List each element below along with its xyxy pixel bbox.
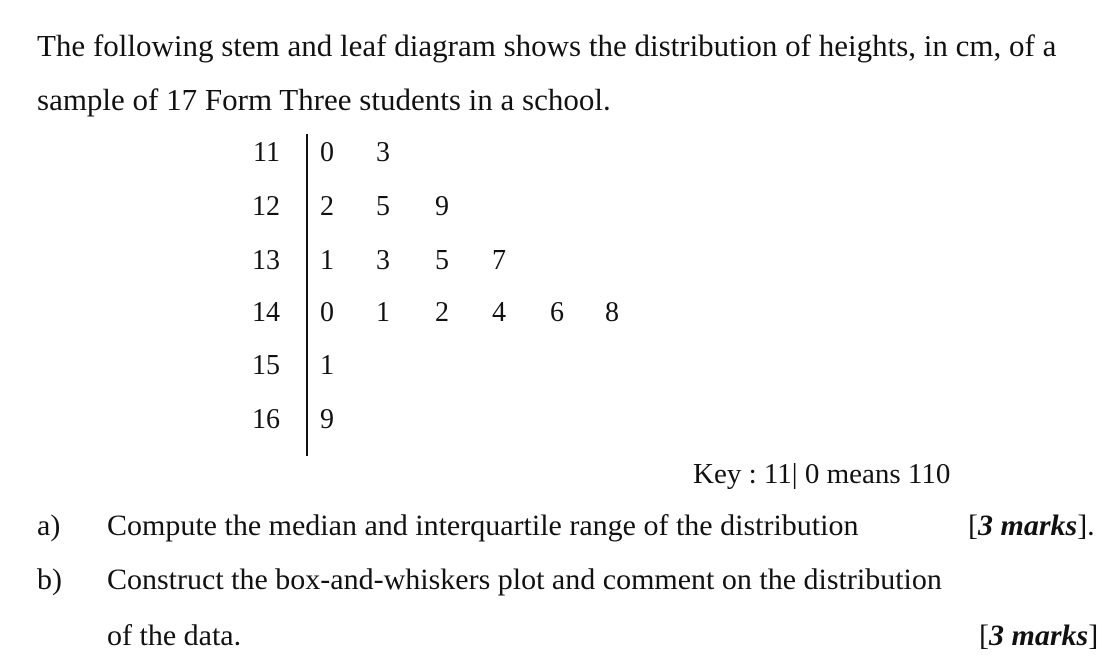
leaf: 3: [376, 245, 390, 276]
leaf: 8: [605, 297, 619, 328]
leaf: 0: [320, 137, 334, 168]
stem-15: 15: [252, 350, 280, 381]
intro-line-2: sample of 17 Form Three students in a school.: [37, 82, 611, 117]
leaf: 0: [320, 297, 334, 328]
leaf: 2: [320, 191, 334, 222]
leaf: 3: [376, 137, 390, 168]
leaf: 1: [320, 245, 334, 276]
leaf: 4: [492, 297, 506, 328]
leaf: 1: [320, 350, 334, 381]
question-a-text: Compute the median and interquartile range of the distribution: [107, 509, 859, 542]
stem-leaf-divider: [306, 134, 308, 456]
marks-label: 3 marks: [989, 619, 1089, 652]
stem-14: 14: [252, 297, 280, 328]
leaf: 6: [550, 297, 564, 328]
question-a-letter: a): [37, 509, 61, 542]
diagram-key: Key : 11| 0 means 110: [693, 458, 951, 490]
marks-close: ]: [1088, 619, 1099, 652]
leaf: 5: [435, 245, 449, 276]
leaf: 5: [376, 191, 390, 222]
question-b-text-line-2: of the data.: [107, 619, 242, 652]
marks-open: [: [968, 509, 978, 542]
question-a-marks: [968, 511, 1095, 541]
leaf: 9: [320, 404, 334, 435]
stem-11: 11: [253, 137, 280, 168]
stem-16: 16: [252, 404, 280, 435]
stem-12: 12: [252, 191, 280, 222]
leaf: 9: [435, 191, 449, 222]
question-b-marks: [979, 621, 1098, 651]
question-b-text-line-1: Construct the box-and-whiskers plot and comment on the distribution: [107, 563, 942, 596]
intro-line-1: The following stem and leaf diagram shows the distribution of heights, in cm, of a: [37, 28, 1057, 63]
marks-open: [: [979, 619, 989, 652]
leaf: 7: [492, 245, 506, 276]
leaf: 1: [376, 297, 390, 328]
leaf: 2: [435, 297, 449, 328]
marks-label: 3 marks: [978, 509, 1078, 542]
marks-close: ].: [1077, 509, 1095, 542]
stem-13: 13: [252, 245, 280, 276]
question-b-letter: b): [37, 563, 62, 596]
